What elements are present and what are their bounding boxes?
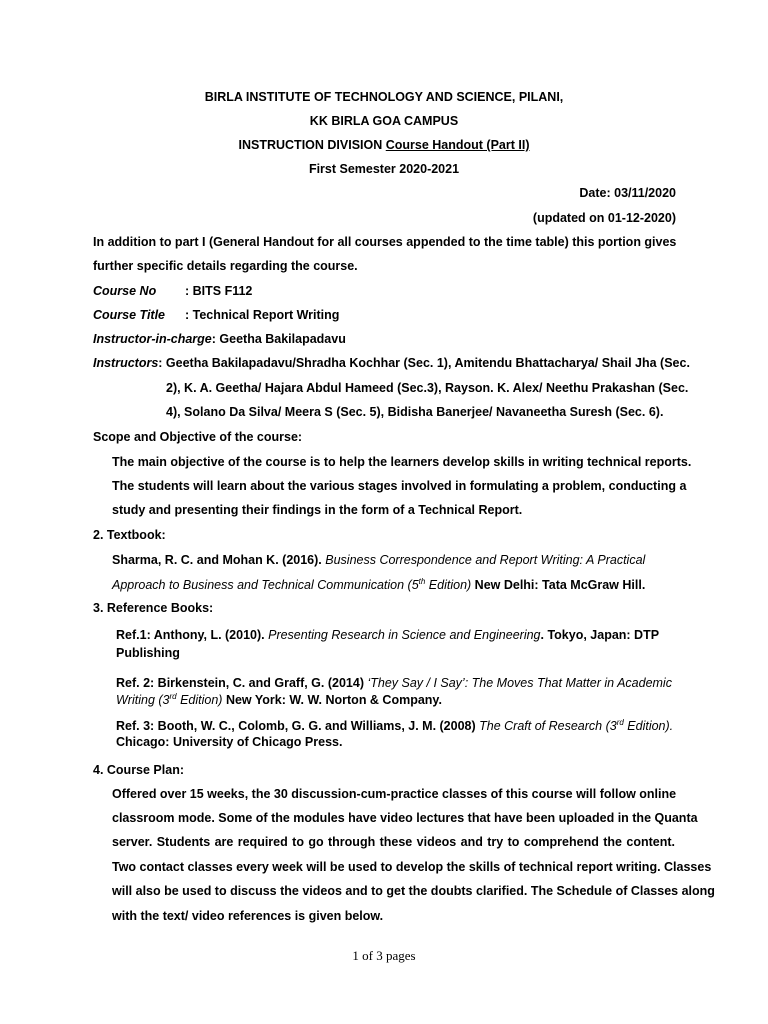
division-title bbox=[0, 138, 768, 152]
ref-3-line-1 bbox=[116, 718, 673, 733]
course-title-value: : Technical Report Writing bbox=[185, 308, 340, 322]
textbook-heading: 2. Textbook: bbox=[93, 528, 166, 542]
instructors-label: Instructors bbox=[93, 356, 159, 370]
course-title-row bbox=[93, 308, 339, 322]
ref-2-sup: rd bbox=[169, 692, 177, 701]
ref-1-line-2: Publishing bbox=[116, 646, 180, 660]
textbook-publisher: New Delhi: Tata McGraw Hill. bbox=[471, 578, 646, 593]
course-title-label: Course Title bbox=[93, 308, 166, 322]
ref-2-title-2: Writing (3 bbox=[116, 693, 170, 708]
ref-3-title-1: The Craft of Research (3 bbox=[479, 719, 617, 734]
course-no-row bbox=[93, 284, 252, 298]
campus-name: KK BIRLA GOA CAMPUS bbox=[309, 114, 459, 128]
ref-2-line-1 bbox=[116, 676, 672, 690]
plan-line-3: server. Students are required to go through these videos and try to comprehend the content. bbox=[112, 835, 675, 849]
ref-3-sup: rd bbox=[616, 718, 624, 727]
incharge-value: : Geetha Bakilapadavu bbox=[211, 332, 346, 346]
course-no-label: Course No bbox=[93, 284, 157, 298]
ref-3-title-2: Edition). bbox=[623, 719, 674, 734]
textbook-title-sup: th bbox=[418, 577, 426, 586]
textbook-title-b1: Approach to Business and Technical Communication (5 bbox=[112, 578, 419, 593]
ref-2-title-1: ‘They Say / I Say’: The Moves That Matter in Academic bbox=[367, 676, 672, 690]
division-prefix: INSTRUCTION DIVISION bbox=[238, 138, 386, 152]
scope-line-2: The students will learn about the various stages involved in formulating a problem, conducting a bbox=[112, 479, 687, 493]
textbook-author: Sharma, R. C. and Mohan K. (2016). bbox=[112, 553, 326, 567]
plan-line-5: will also be used to discuss the videos and to get the doubts clarified. The Schedule of Classes along bbox=[112, 884, 715, 898]
course-no-value: : BITS F112 bbox=[185, 284, 253, 298]
plan-line-2: classroom mode. Some of the modules have video lectures that have been uploaded in the Quanta bbox=[112, 811, 698, 825]
ref-1-title: Presenting Research in Science and Engineering bbox=[268, 628, 541, 642]
page-number: 1 of 3 pages bbox=[352, 948, 416, 963]
scope-line-1: The main objective of the course is to help the learners develop skills in writing technical reports. bbox=[112, 455, 692, 469]
intro-line-1: In addition to part I (General Handout for all courses appended to the time table) this portion gives bbox=[93, 235, 677, 249]
textbook-title-a: Business Correspondence and Report Writing: A Practical bbox=[325, 553, 646, 567]
textbook-title-b2: Edition) bbox=[425, 578, 472, 593]
incharge-row bbox=[93, 332, 346, 346]
ref-2-title-3: Edition) bbox=[176, 693, 223, 708]
incharge-label: Instructor-in-charge bbox=[93, 332, 212, 346]
ref-1-line-1 bbox=[116, 628, 659, 642]
plan-line-6: with the text/ video references is given below. bbox=[112, 909, 384, 923]
ref-2-author: Ref. 2: Birkenstein, C. and Graff, G. (2014) bbox=[116, 676, 368, 690]
institute-name: BIRLA INSTITUTE OF TECHNOLOGY AND SCIENCE, PILANI, bbox=[204, 90, 564, 104]
textbook-line-2 bbox=[112, 577, 645, 592]
plan-heading: 4. Course Plan: bbox=[93, 763, 184, 777]
instructors-line-1: : Geetha Bakilapadavu/Shradha Kochhar (Sec. 1), Amitendu Bhattacharya/ Shail Jha (Sec. bbox=[158, 356, 690, 370]
textbook-line-1 bbox=[112, 553, 645, 567]
updated-date: (updated on 01-12-2020) bbox=[532, 211, 676, 225]
plan-line-4: Two contact classes every week will be used to develop the skills of technical report writing. Classes bbox=[112, 860, 712, 874]
semester: First Semester 2020-2021 bbox=[308, 162, 460, 176]
ref-2-publisher: New York: W. W. Norton & Company. bbox=[222, 693, 442, 708]
plan-line-1: Offered over 15 weeks, the 30 discussion-cum-practice classes of this course will follow online bbox=[112, 787, 677, 801]
ref-3-author: Ref. 3: Booth, W. C., Colomb, G. G. and Williams, J. M. (2008) bbox=[116, 719, 480, 734]
references-heading: 3. Reference Books: bbox=[93, 601, 214, 615]
ref-3-line-2: Chicago: University of Chicago Press. bbox=[116, 735, 343, 749]
intro-line-2: further specific details regarding the course. bbox=[93, 259, 358, 273]
ref-1-publisher: . Tokyo, Japan: DTP bbox=[540, 628, 660, 642]
date: Date: 03/11/2020 bbox=[579, 186, 676, 200]
ref-1-author: Ref.1: Anthony, L. (2010). bbox=[116, 628, 269, 642]
scope-heading: Scope and Objective of the course: bbox=[93, 430, 303, 444]
handout-title: Course Handout (Part II) bbox=[385, 138, 530, 152]
instructors-line-3: 4), Solano Da Silva/ Meera S (Sec. 5), Bidisha Banerjee/ Navaneetha Suresh (Sec. 6). bbox=[166, 405, 664, 419]
instructors-row bbox=[93, 356, 690, 370]
ref-2-line-2 bbox=[116, 692, 442, 707]
scope-line-3: study and presenting their findings in the form of a Technical Report. bbox=[112, 503, 523, 517]
instructors-line-2: 2), K. A. Geetha/ Hajara Abdul Hameed (Sec.3), Rayson. K. Alex/ Neethu Prakashan (Sec. bbox=[166, 381, 689, 395]
